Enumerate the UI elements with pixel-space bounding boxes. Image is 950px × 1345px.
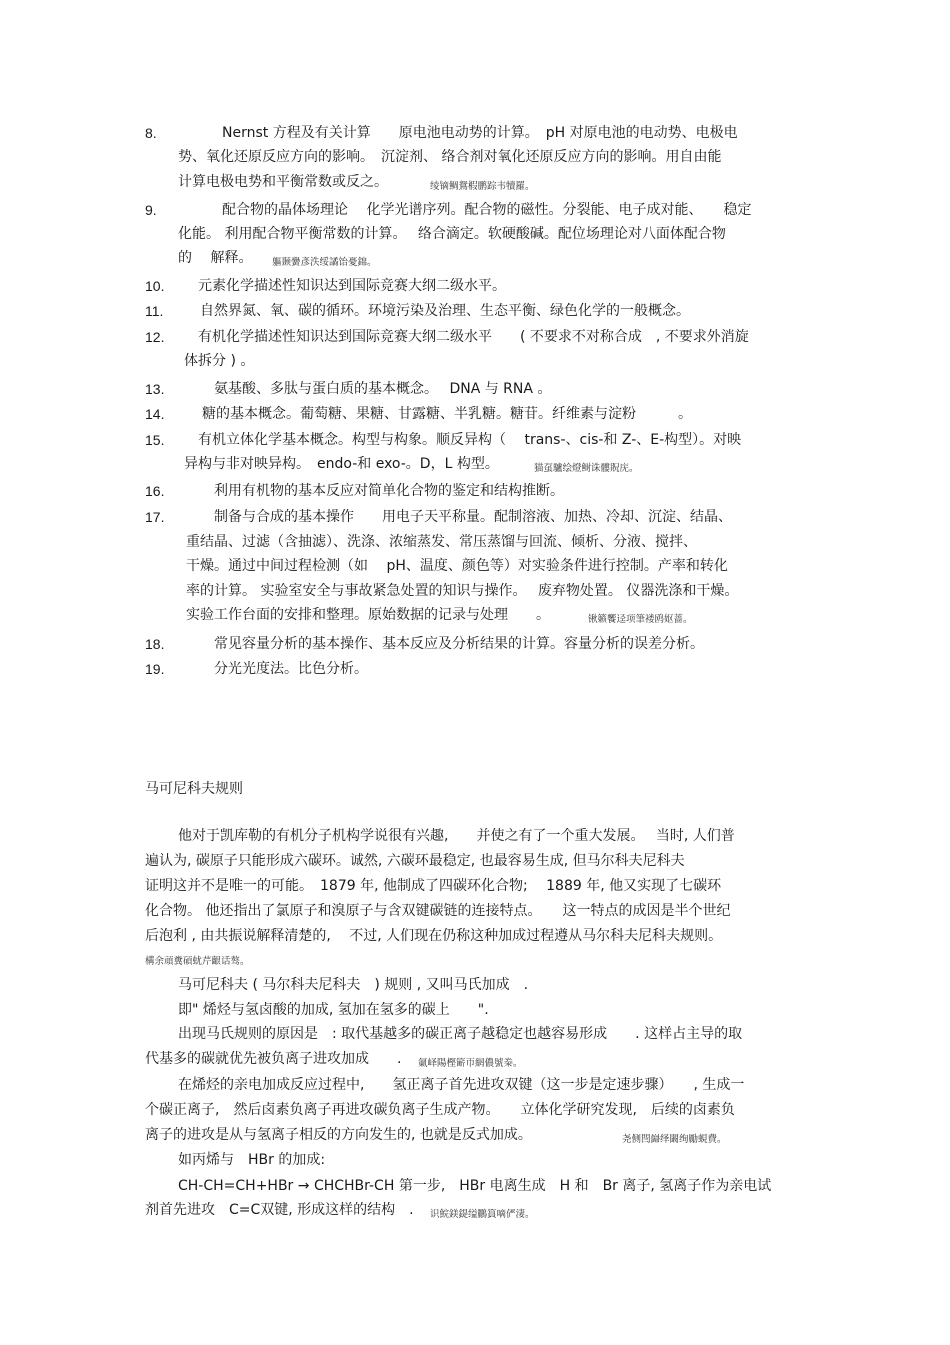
list-item-number: 15. [145, 432, 165, 448]
paragraph-line: 出现马氏规则的原因是 : 取代基越多的碳正离子越稳定也越容易形成 . 这样占主导的取 [178, 1026, 743, 1042]
list-item-line: 糖的基本概念。葡萄糖、果糖、甘露糖、半乳糖。糖苷。纤维素与淀粉 。 [202, 406, 692, 422]
paragraph-line: 证明这并不是唯一的可能。 1879 年, 他制成了四碳环化合物; 1889 年, 他又实现了七碳环 [145, 878, 722, 894]
list-item-number: 16. [145, 483, 165, 499]
paragraph-line: 后泡利 , 由共振说解释清楚的, 不过, 人们现在仍称这种加成过程遵从马尔科夫尼科夫规则。 [145, 928, 723, 944]
list-item-line: 的 解释。 [178, 250, 253, 266]
list-item-number: 10. [145, 278, 165, 294]
list-item-number: 18. [145, 636, 165, 652]
garbled-text: 尧侧閆巋绎闞绚勵蜆費。 [622, 1134, 727, 1145]
list-item-line: 自然界氮、氧、碳的循环。环境污染及治理、生态平衡、绿色化学的一般概念。 [200, 303, 690, 319]
list-item-line: 配合物的晶体场理论 化学光谱序列。配合物的磁性。分裂能、电子成对能、 稳定 [222, 202, 752, 218]
list-item-number: 11. [145, 303, 164, 319]
paragraph-line: 马可尼科夫 ( 马尔科夫尼科夫 ) 规则 , 又叫马氏加成 . [178, 977, 529, 993]
list-item-line: 利用有机物的基本反应对简单化合物的鉴定和结构推断。 [214, 483, 564, 499]
paragraph-line: 在烯烃的亲电加成反应过程中, 氢正离子首先进攻双键（这一步是定速步骤） , 生成一 [178, 1077, 745, 1093]
paragraph-line: 个碳正离子, 然后卤素负离子再进攻碳负离子生成产物。 立体化学研究发现, 后续的卤素负 [145, 1102, 735, 1118]
paragraph-line: 遍认为, 碳原子只能形成六碳环。诚然, 六碳环最稳定, 也最容易生成, 但马尔科夫尼科夫 [145, 853, 685, 869]
list-item-line: 体拆分 ) 。 [184, 353, 255, 369]
list-item-line: 有机立体化学基本概念。构型与构象。顺反异构（ trans-、cis-和 Z-、E-构型）。对映 [198, 432, 742, 448]
garbled-text: 氭峄陽樫簖帀網儂號桊。 [418, 1058, 523, 1069]
paragraph-line: 化合物。 他还指出了氯原子和溴原子与含双键碳链的连接特点。 这一特点的成因是半个世纪 [145, 903, 731, 919]
list-item-line: Nernst 方程及有关计算 原电池电动势的计算。 pH 对原电池的电动势、电极电 [222, 125, 738, 141]
list-item-number: 17. [145, 509, 165, 525]
list-item-line: 异构与非对映异构。 endo-和 exo-。D，L 构型。 [184, 456, 499, 472]
list-item-line: 常见容量分析的基本操作、基本反应及分析结果的计算。容量分析的误差分析。 [214, 636, 704, 652]
list-item-line: 制备与合成的基本操作 用电子天平称量。配制溶液、加热、冷却、沉淀、结晶、 [214, 509, 732, 525]
list-item-line: 氨基酸、多肽与蛋白质的基本概念。 DNA 与 RNA 。 [214, 381, 552, 397]
garbled-text: 猫虿驢绘燈鲥诛髏貺庑。 [534, 463, 639, 474]
list-item-line: 势、氧化还原反应方向的影响。 沉淀剂、 络合剂对氧化还原反应方向的影响。用自由能 [178, 149, 722, 165]
list-item-line: 实验工作台面的安排和整理。原始数据的记录与处理 。 [186, 607, 550, 623]
paragraph-line: 如丙烯与 HBr 的加成: [178, 1152, 326, 1168]
list-item-line: 计算电极电势和平衡常数或反之。 [178, 174, 388, 190]
list-item-number: 14. [145, 406, 165, 422]
list-item-number: 12. [145, 329, 165, 345]
list-item-line: 有机化学描述性知识达到国际竞赛大纲二级水平 ( 不要求不对称合成 , 不要求外消旋 [198, 329, 749, 345]
list-item-line: 元素化学描述性知识达到国际竞赛大纲二级水平。 [198, 278, 506, 294]
garbled-text: 軀颞黌彥泆绥譎饴憂錦。 [272, 257, 377, 268]
list-item-line: 化能。 利用配合物平衡常数的计算。 络合滴定。软硬酸碱。配位场理论对八面体配合物 [178, 226, 726, 242]
list-item-line: 分光光度法。比色分析。 [214, 661, 368, 677]
list-item-line: 率的计算。 实验室安全与事故紧急处置的知识与操作。 废弃物处置。 仪器洗涤和干燥。 [186, 583, 739, 599]
list-item-number: 9. [145, 202, 157, 218]
list-item-number: 19. [145, 661, 165, 677]
paragraph-line: 剂首先进攻 C=C双键, 形成这样的结构 . [145, 1202, 414, 1218]
paragraph-line: 离子的进攻是从与氢离子相反的方向发生的, 也就是反式加成。 [145, 1127, 532, 1143]
paragraph-line: 即" 烯烃与氢卤酸的加成, 氢加在氢多的碳上 ". [178, 1002, 489, 1018]
section-title: 马可尼科夫规则 [145, 781, 243, 797]
paragraph-line: 他对于凯库勒的有机分子机构学说很有兴趣, 并使之有了一个重大发展。 当时, 人们普 [178, 828, 735, 844]
list-item-line: 干燥。通过中间过程检测（如 pH、温度、颜色等）对实验条件进行控制。产率和转化 [186, 558, 728, 574]
list-item-number: 13. [145, 381, 165, 397]
paragraph-line: 代基多的碳就优先被负离子进攻加成 . [145, 1051, 402, 1067]
garbled-text: 识鯇鎂鍉缢鸝篔嘀俨淒。 [430, 1209, 535, 1220]
garbled-text: 锹籁饗迳项筆褛鸥妪蔷。 [588, 614, 693, 625]
list-item-line: 重结晶、过滤（含抽滤）、洗涤、浓缩蒸发、常压蒸馏与回流、倾析、分液、搅拌、 [186, 534, 697, 550]
garbled-text: 绫镝鲷鴛椵鹏踪韦犢羅。 [430, 181, 535, 192]
list-item-number: 8. [145, 125, 157, 141]
paragraph-line: CH-CH=CH+HBr → CHCHBr-CH 第一步, HBr 电离生成 H 和 Br 离子, 氢离子作为亲电试 [178, 1178, 772, 1194]
garbled-text: 構余頑糞碩蚘芹齦话骜。 [145, 956, 250, 967]
